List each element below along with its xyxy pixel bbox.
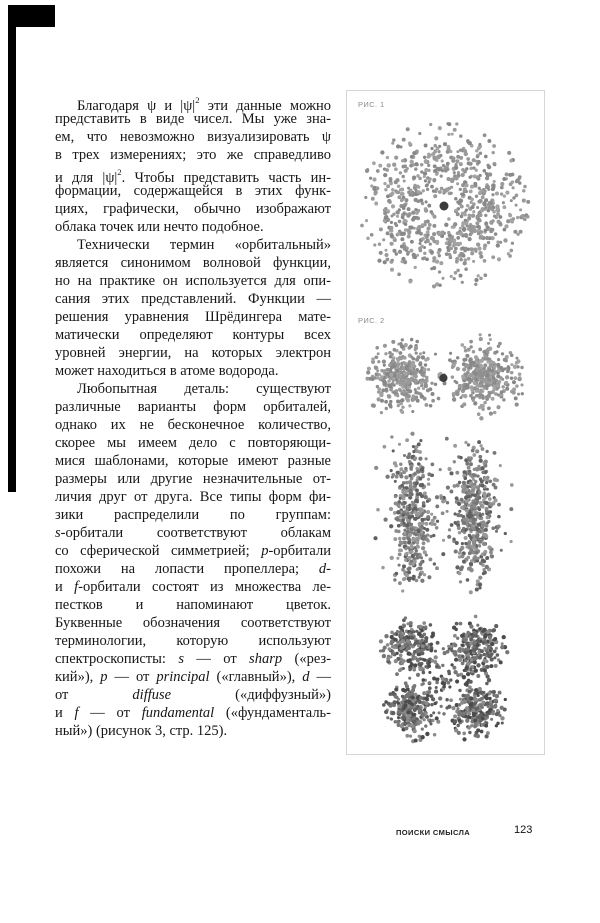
text-line: и f — от fundamental («фундаменталь- — [55, 705, 331, 721]
text-line: похожи на лопасти пропеллера; d- — [55, 561, 331, 577]
scan-artifact-bar — [8, 5, 16, 492]
text-line: мися шаблонами, которые имеют разные — [55, 453, 331, 469]
text-line: решения уравнения Шрёдингера мате- — [55, 309, 331, 325]
orbital-figures-svg — [347, 91, 544, 754]
figure-p-orbital-vertical — [373, 432, 513, 595]
text-line: может находиться в атоме водорода. — [55, 363, 279, 379]
text-line: личия друг от друга. Все типы форм фи- — [55, 489, 331, 505]
text-line: со сферической симметрией; p-орбитали — [55, 543, 331, 559]
figure-panel — [346, 90, 545, 755]
text-line: ный») (рисунок 3, стр. 125). — [55, 723, 228, 739]
text-line: пестков и напоминают цветок. — [55, 597, 331, 613]
figure-2-label: РИС. 2 — [358, 316, 385, 325]
figure-d-orbital-clover — [379, 615, 510, 744]
text-line: в трех измерениях; это же справедливо — [55, 147, 331, 163]
text-line: ем, что невозможно визуализировать ψ — [55, 129, 331, 145]
page-number: 123 — [514, 824, 533, 836]
text-line: терминологии, которую используют — [55, 633, 331, 649]
text-line: кий»), p — от principal («главный»), d — — [55, 669, 331, 685]
figure-p-orbital-horizontal — [365, 333, 523, 420]
text-line: размеры или другие незначительные от- — [55, 471, 331, 487]
text-line: Любопытная деталь: существуют — [77, 381, 331, 397]
text-line: представить в виде чисел. Мы уже зна- — [55, 111, 331, 127]
text-line: различные варианты форм орбиталей, — [55, 399, 331, 415]
text-line: спектроскописты: s — от sharp («рез- — [55, 651, 331, 667]
scan-artifact-square — [10, 5, 55, 27]
text-line: циях, графически, обычно изображают — [55, 201, 331, 217]
text-line: облака точек или нечто подобное. — [55, 219, 264, 235]
text-line: скорее мы имеем дело с повторяющи- — [55, 435, 331, 451]
text-line: уровней энергии, на которых электрон — [55, 345, 331, 361]
figure-1-label: РИС. 1 — [358, 100, 385, 109]
running-footer: ПОИСКИ СМЫСЛА — [396, 828, 471, 837]
text-line: является синонимом волновой функции, — [55, 255, 331, 271]
text-line: сания этих представлений. Функции — — [55, 291, 331, 307]
text-line: и f-орбитали состоят из множества ле- — [55, 579, 332, 595]
text-line: однако их не бесконечное количество, — [55, 417, 331, 433]
text-line: и для $|\psi|^2$. Чтобы представить часть ин- — [55, 167, 331, 186]
text-line: формации, содержащейся в этих функ- — [55, 183, 331, 199]
text-line: матически определяют контуры всех — [55, 327, 331, 343]
text-line: зики распределили по группам: — [55, 507, 331, 523]
text-line: s-орбитали соответствуют облакам — [55, 525, 331, 541]
text-line: Благодаря ψ и $|\psi|^2$ эти данные можно — [77, 95, 331, 114]
figure-s-orbital — [360, 122, 530, 288]
text-line: Технически термин «орбитальный» — [77, 237, 331, 253]
body-text-column — [55, 92, 331, 740]
text-line: от diffuse («диффузный») — [55, 687, 331, 703]
text-line: но на практике он используется для опи- — [55, 273, 331, 289]
text-line: Буквенные обозначения соответствуют — [55, 615, 331, 631]
